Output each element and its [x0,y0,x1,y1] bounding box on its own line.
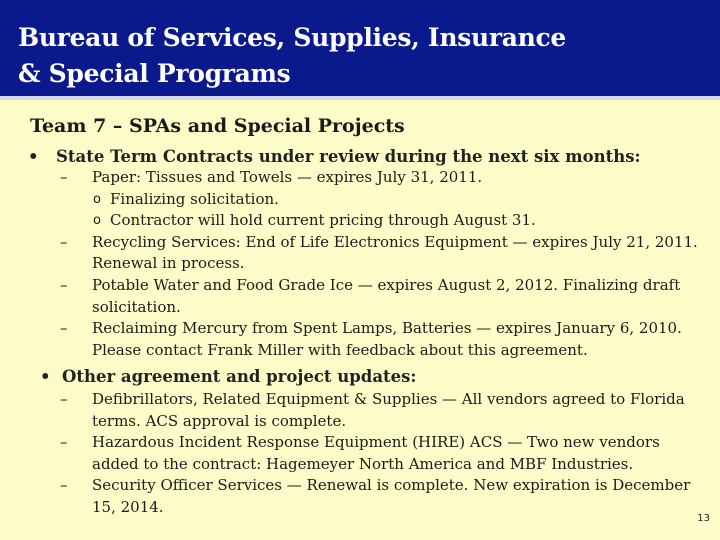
list-item [60,167,700,189]
sub-item [60,189,700,211]
dash-marker: – [60,168,68,186]
dash-marker: – [60,390,68,408]
section-heading-text: Other agreement and project updates: [62,367,417,386]
slide-title-line-1: Bureau of Services, Supplies, Insurance [18,23,567,52]
dash-marker: – [60,275,68,294]
sub-item-text: Contractor will hold current pricing through August 31. [110,211,536,230]
other-updates-list [60,389,700,519]
list-item [60,275,700,318]
list-item-text: Potable Water and Food Grade Ice — expires August 2, 2012. Finalizing draft solicitation. [92,275,681,316]
team-title: Team 7 – SPAs and Special Projects [30,115,405,137]
list-item-text: Hazardous Incident Response Equipment (HIRE) ACS — Two new vendors added to the contract: Hagemeyer North America and MBF Industries. [92,433,660,473]
list-item [60,232,700,275]
slide-header [0,0,720,100]
header-divider [0,96,720,100]
list-item [60,475,700,518]
list-item [60,318,700,361]
dash-marker: – [60,319,68,338]
list-item-text: Paper: Tissues and Towels — expires July 31, 2011. [92,168,483,186]
sub-item-text: Finalizing solicitation. [110,189,279,208]
list-item [60,432,700,475]
sub-bullet-marker: o [93,213,101,229]
section-heading-other-updates [40,367,417,386]
page-number: 13 [697,513,710,524]
list-item-text: Recycling Services: End of Life Electronics Equipment — expires July 21, 2011. Renewal in process. [92,232,698,273]
dash-marker: – [60,232,68,251]
bullet: • [28,147,39,166]
slide-title-line-2: & Special Programs [18,59,291,88]
dash-marker: – [60,433,68,452]
list-item-text: Defibrillators, Related Equipment & Supplies — All vendors agreed to Florida terms. ACS approval is complete. [92,390,685,430]
section-heading-text: State Term Contracts under review during the next six months: [56,147,641,166]
section-heading-state-term [28,147,641,166]
sub-bullet-marker: o [93,191,101,207]
list-item [60,389,700,432]
state-term-list [60,167,700,361]
list-item-text: Reclaiming Mercury from Spent Lamps, Batteries — expires January 6, 2010. Please contact Frank Miller with feedback about this agreement. [92,319,682,359]
list-item-text: Security Officer Services — Renewal is complete. New expiration is December 15, 2014. [92,476,691,516]
slide-title [18,20,566,92]
sub-item [60,210,700,232]
bullet: • [40,367,51,386]
dash-marker: – [60,476,68,495]
